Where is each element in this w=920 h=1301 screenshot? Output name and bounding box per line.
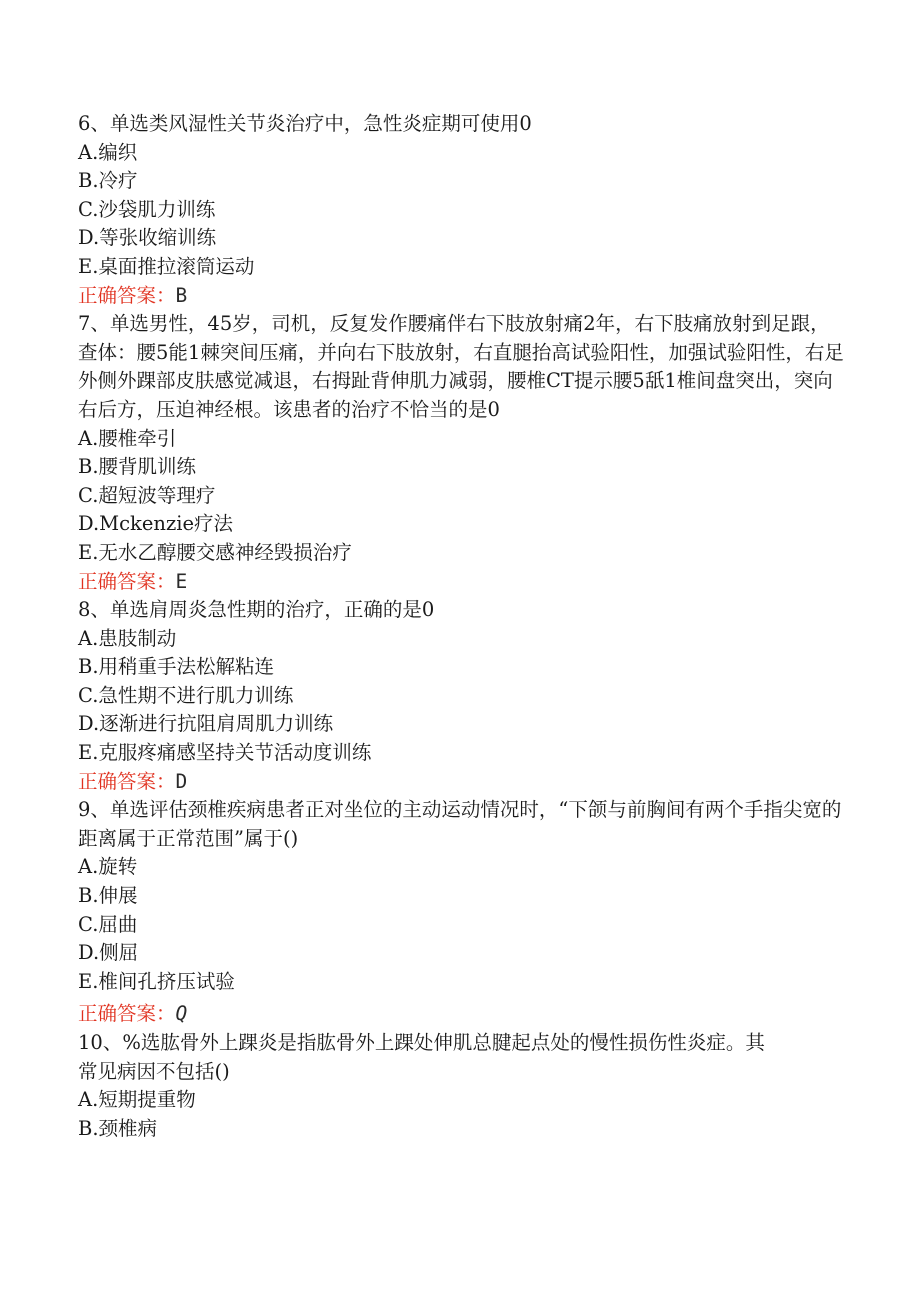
option-e: E.无水乙醇腰交感神经毁损治疗 [78,540,352,564]
correct-answer [78,568,848,597]
question-8 [78,596,848,796]
question-stem: 10、%选肱骨外上踝炎是指肱骨外上踝处伸肌总腱起点处的慢性损伤性炎症。其常见病因不包括() [78,1031,765,1083]
option-a: A.旋转 [78,855,138,879]
correct-answer [78,768,848,797]
correct-answer [78,1000,848,1029]
option-b: B.腰背肌训练 [78,455,197,479]
question-6 [78,110,848,310]
question-10 [78,1029,848,1143]
question-stem: 8、单选肩周炎急性期的治疗，正确的是0 [78,598,435,622]
answer-value: Q [175,1002,188,1026]
option-c: C.急性期不进行肌力训练 [78,683,294,707]
option-a: A.短期提重物 [78,1088,196,1112]
answer-label: 正确答案： [78,769,176,793]
question-9 [78,796,848,1029]
option-e: E.椎间孔挤压试验 [78,969,235,993]
correct-answer [78,282,848,311]
answer-label: 正确答案： [78,569,176,593]
question-stem: 6、单选类风湿性关节炎治疗中，急性炎症期可使用0 [78,112,532,135]
option-d: D.侧屈 [78,941,139,965]
answer-label: 正确答案： [78,1002,176,1026]
option-e: E.桌面推拉滚筒运动 [78,254,255,278]
option-c: C.超短波等理疗 [78,483,216,507]
option-a: A.编织 [78,140,138,164]
answer-label: 正确答案： [78,283,176,307]
question-7 [78,310,848,596]
question-stem: 7、单选男性，45岁，司机，反复发作腰痛伴右下肢放射痛2年，右下肢痛放射到足跟，查体：腰5能1棘突间压痛，并向右下肢放射，右直腿抬高试验阳性，加强试验阳性，右足外侧外踝部皮肤感觉减退，右拇趾背伸肌力减弱，腰椎CT提示腰5舐1椎间盘突出，突向右后方，压迫神经根。该患者的治疗不恰当的是0 [78,312,844,421]
option-b: B.颈椎病 [78,1116,158,1140]
option-c: C.屈曲 [78,912,138,936]
option-b: B.伸展 [78,884,138,908]
option-a: A.患肢制动 [78,626,177,650]
option-e: E.克服疼痛感坚持关节活动度训练 [78,741,372,765]
answer-value: B [175,283,188,307]
answer-value: D [175,769,188,793]
option-d: D.逐渐进行抗阻肩周肌力训练 [78,712,334,736]
option-c: C.沙袋肌力训练 [78,197,216,221]
option-d: D.Mckenzie疗法 [78,512,233,536]
question-stem: 9、单选评估颈椎疾病患者正对坐位的主动运动情况时，“下颌与前胸间有两个手指尖宽的距离属于正常范围”属于() [78,798,842,850]
option-d: D.等张收缩训练 [78,226,217,250]
option-b: B.冷疗 [78,169,138,193]
document-body [78,110,848,1143]
option-b: B.用稍重手法松解粘连 [78,655,275,679]
answer-value: E [175,569,188,593]
option-a: A.腰椎牵引 [78,426,177,450]
